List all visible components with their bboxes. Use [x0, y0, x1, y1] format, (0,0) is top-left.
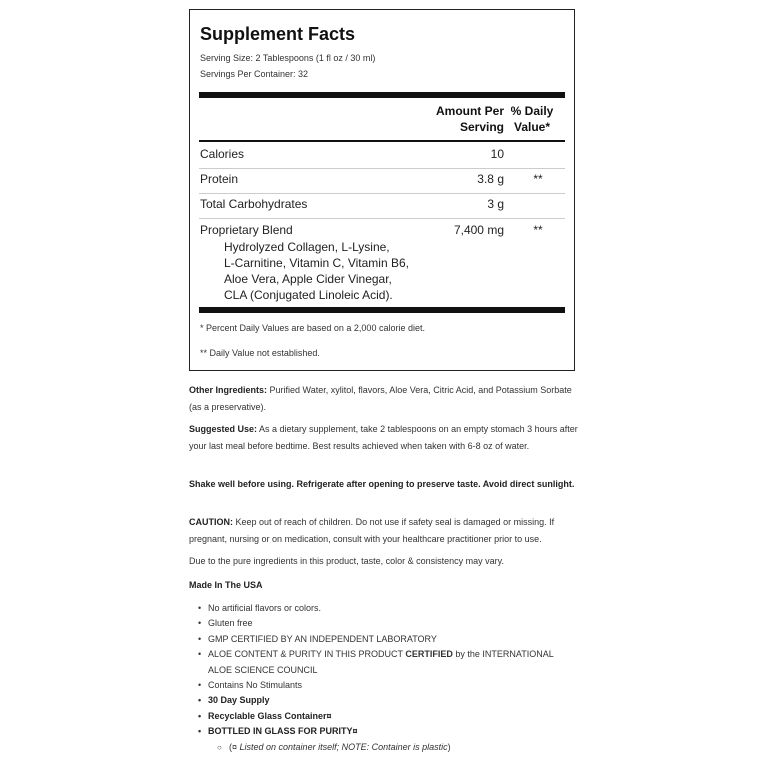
caution-body: Keep out of reach of children. Do not use if safety seal is damaged or missing. If pregnant, nursing or on medication, consult with your healthcare practitioner prior to use. — [189, 517, 555, 544]
suggested-use — [189, 421, 579, 455]
pure-ingredients-note: Due to the pure ingredients in this product, taste, color & consistency may vary. — [189, 556, 504, 566]
made-in-usa: Made In The USA — [189, 580, 263, 590]
nutrient-name: Protein — [200, 172, 239, 186]
other-body: Purified Water, xylitol, flavors, Aloe Vera, Citric Acid, and Potassium Sorbate (as a preservative). — [189, 385, 572, 412]
footnote-percent: * Percent Daily Values are based on a 2,000 calorie diet. — [200, 323, 425, 333]
nutrient-dv: ** — [533, 172, 543, 186]
facts-title: Supplement Facts — [200, 24, 356, 44]
feature-text: Recyclable Glass Container¤ — [208, 710, 332, 721]
list-item — [189, 601, 589, 616]
use-body: As a dietary supplement, take 2 tablespoons on an empty stomach 3 hours after your last meal before bedtime. Best results achieved when taken with 6-8 oz of water. — [189, 424, 578, 451]
other-ingredients — [189, 382, 579, 416]
thick-divider — [199, 92, 565, 98]
amount-header-l2: Serving — [459, 120, 504, 134]
feature-italic: Listed on container itself; NOTE: Container is plastic — [239, 741, 448, 752]
dv-header — [502, 103, 562, 135]
row-divider — [199, 168, 565, 169]
list-item — [189, 724, 589, 739]
feature-text: GMP CERTIFIED BY AN INDEPENDENT LABORATORY — [208, 633, 437, 644]
servings-per-container: Servings Per Container: 32 — [200, 69, 309, 79]
list-item — [189, 693, 589, 708]
list-item — [189, 616, 589, 631]
list-item — [189, 647, 578, 678]
other-label: Other Ingredients: — [189, 385, 268, 395]
nutrient-dv: ** — [533, 223, 543, 237]
caution-label: CAUTION: — [189, 517, 233, 527]
dv-header-l1: % Daily — [510, 104, 554, 118]
serving-size: Serving Size: 2 Tablespoons (1 fl oz / 30 ml) — [200, 53, 376, 63]
feature-bold: CERTIFIED — [405, 649, 453, 660]
blend-ingredients — [224, 239, 409, 303]
nutrient-amount: 10 — [490, 147, 504, 161]
feature-text: 30 Day Supply — [208, 695, 270, 706]
caution — [189, 514, 579, 548]
thick-divider — [199, 307, 565, 313]
feature-text: (¤ — [229, 741, 240, 752]
footnote-not-established: ** Daily Value not established. — [200, 348, 320, 358]
amount-header-l1: Amount Per — [435, 104, 504, 118]
row-divider — [199, 193, 565, 194]
nutrient-amount: 3.8 g — [477, 172, 504, 186]
nutrient-name: Proprietary Blend — [200, 223, 293, 237]
dv-header-l2: Value* — [513, 120, 551, 134]
nutrient-name: Total Carbohydrates — [200, 197, 308, 211]
feature-text: ) — [447, 741, 451, 752]
shake-note: Shake well before using. Refrigerate after opening to preserve taste. Avoid direct sunlight. — [189, 479, 575, 489]
nutrient-name: Calories — [200, 147, 245, 161]
feature-text: Gluten free — [208, 618, 253, 629]
feature-text: BOTTLED IN GLASS FOR PURITY¤ — [208, 726, 358, 737]
list-item — [189, 632, 589, 647]
blend-line: Hydrolyzed Collagen, L-Lysine, — [224, 240, 390, 254]
feature-text: No artificial flavors or colors. — [208, 603, 322, 613]
blend-row — [200, 223, 565, 303]
list-item — [189, 709, 589, 724]
list-item — [189, 678, 589, 693]
amount-header — [414, 103, 504, 135]
sub-list-item — [189, 740, 589, 755]
row-divider — [199, 218, 565, 219]
use-label: Suggested Use: — [189, 424, 258, 434]
supplement-facts-panel — [189, 9, 575, 371]
feature-text: Contains No Stimulants — [208, 680, 303, 691]
feature-text: ALOE CONTENT & PURITY IN THIS PRODUCT — [208, 649, 406, 660]
nutrient-amount: 3 g — [487, 197, 504, 211]
header-divider — [199, 140, 565, 142]
blend-line: Aloe Vera, Apple Cider Vinegar, — [224, 272, 392, 286]
feature-text: by the INTERNATIONAL ALOE SCIENCE COUNCIL — [208, 649, 554, 675]
feature-list — [189, 601, 589, 755]
nutrient-amount: 7,400 mg — [453, 223, 504, 237]
blend-line: CLA (Conjugated Linoleic Acid). — [224, 288, 393, 302]
blend-line: L-Carnitine, Vitamin C, Vitamin B6, — [224, 256, 409, 270]
